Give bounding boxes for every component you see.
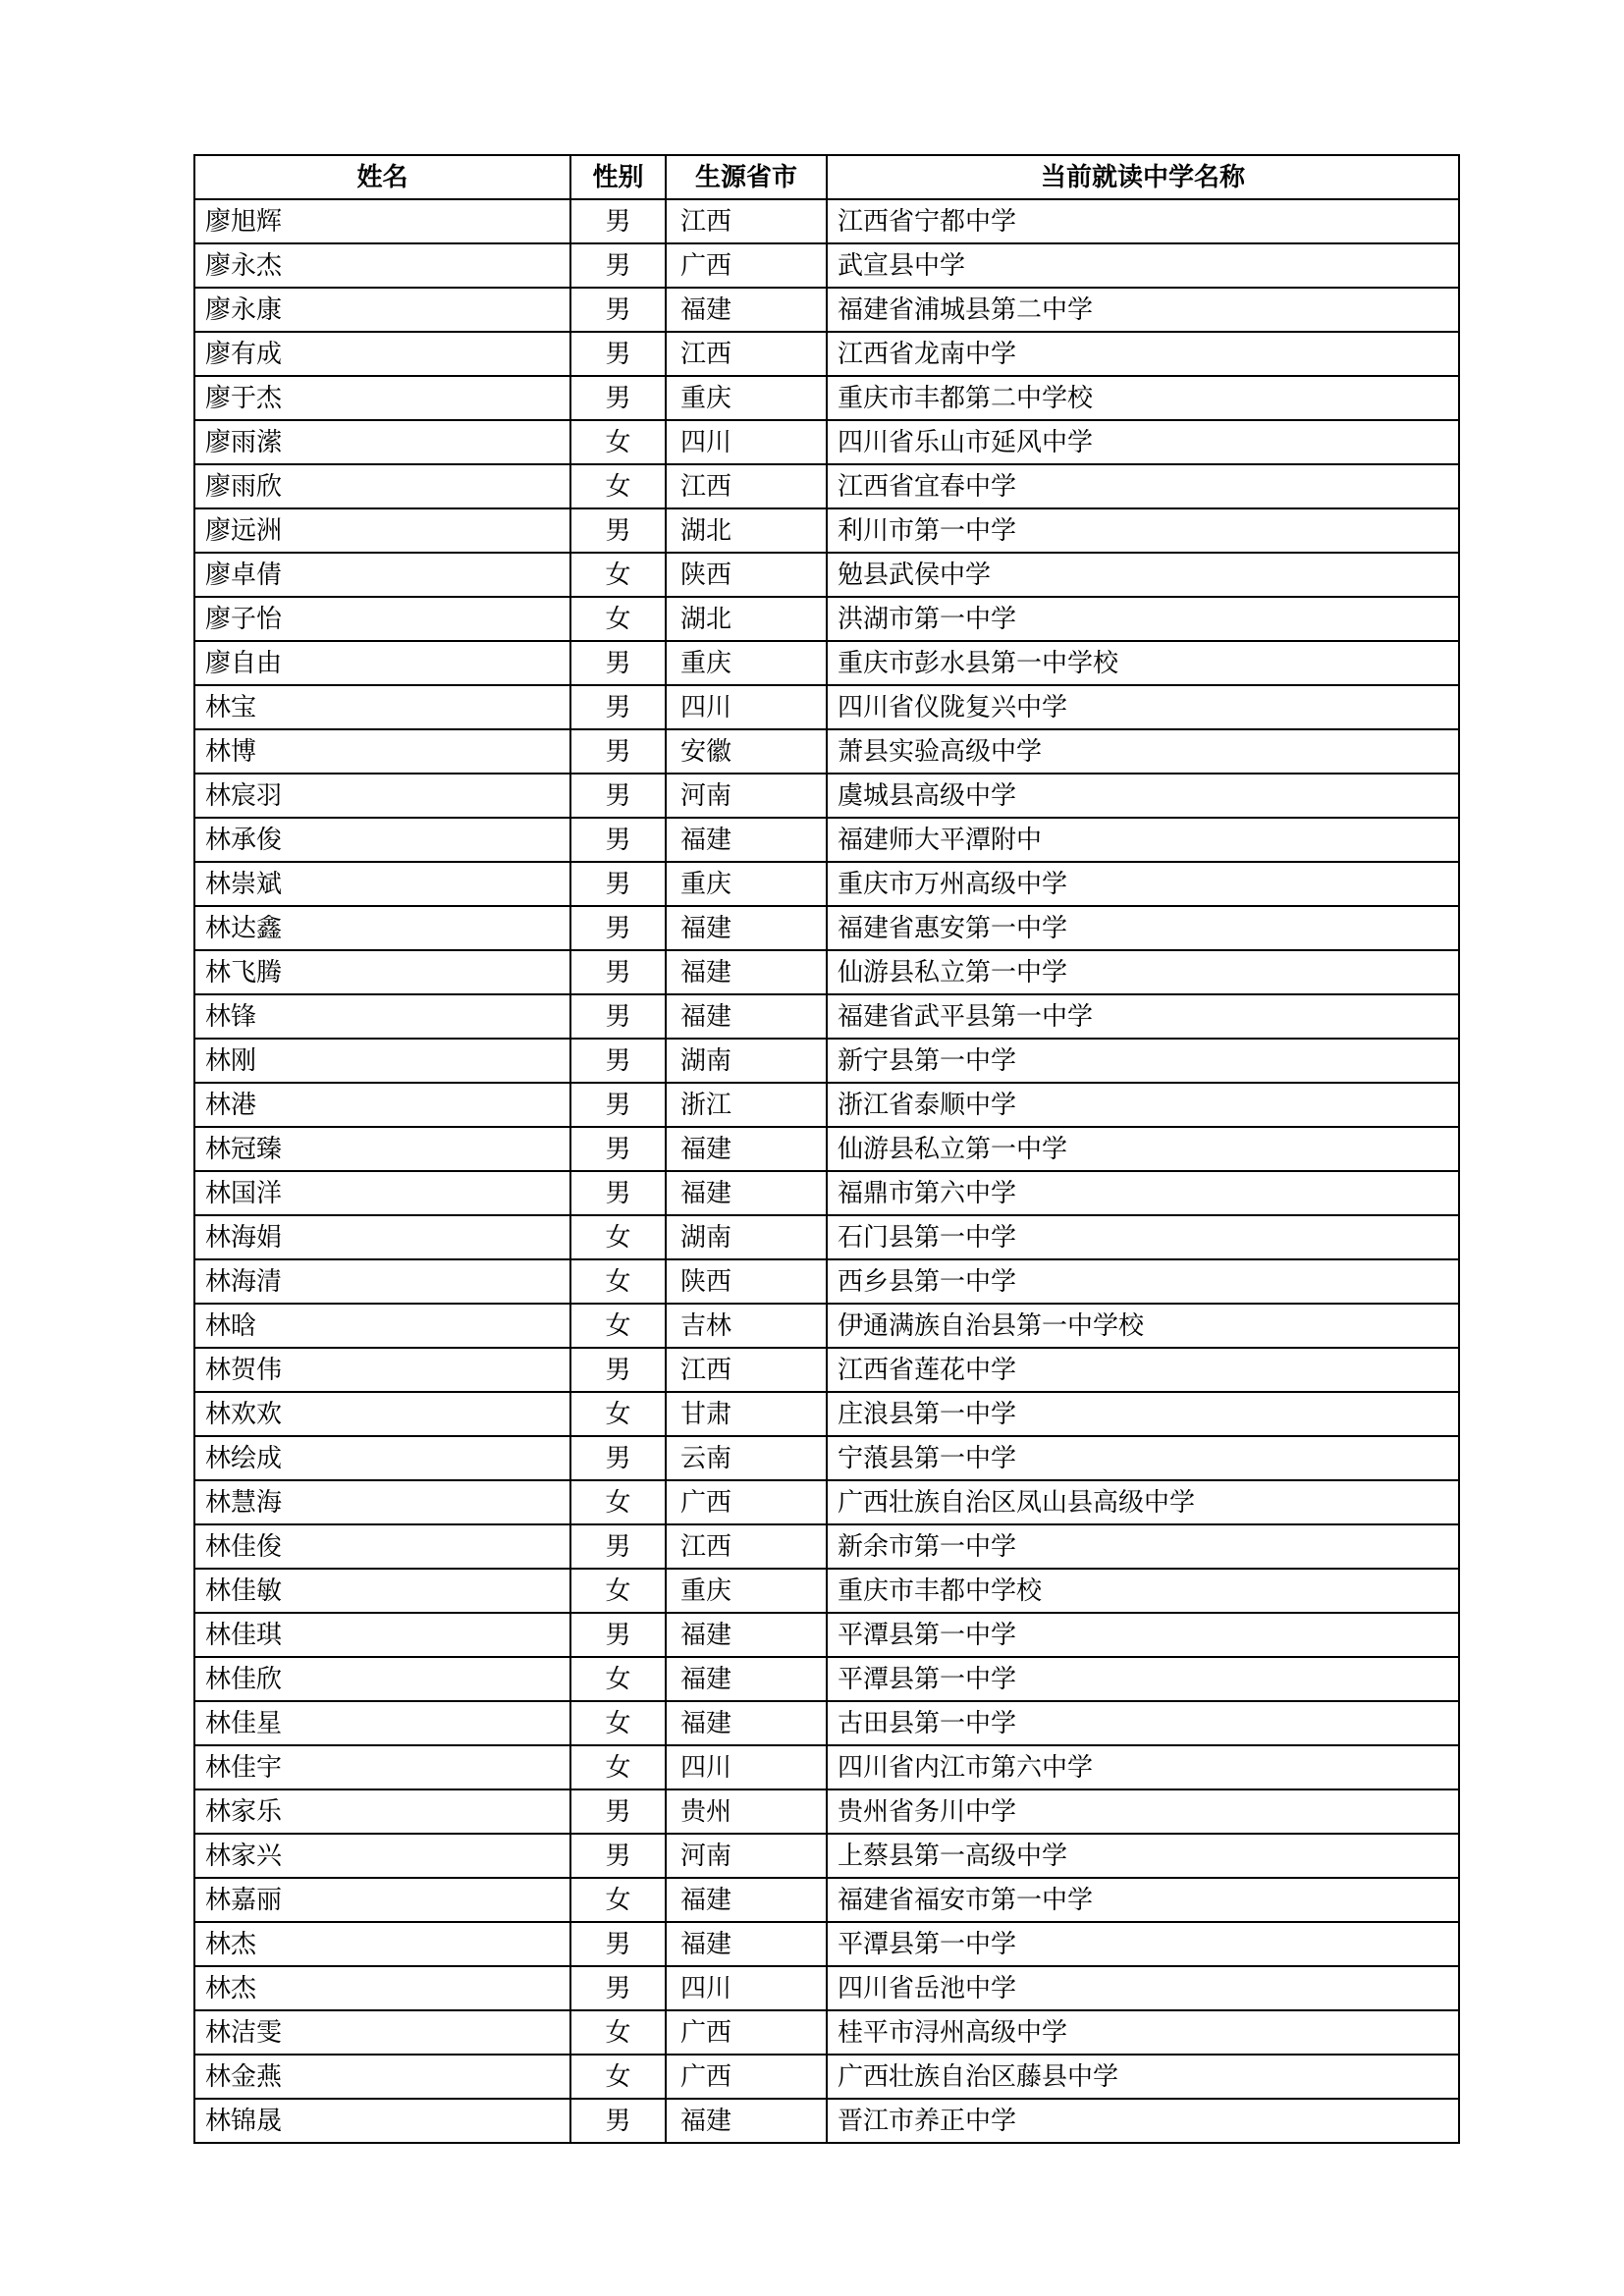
table-row [194,1878,1459,1922]
student-gender: 男 [570,332,666,376]
table-row [194,199,1459,243]
student-name: 林港 [194,1083,570,1127]
student-gender: 女 [570,1701,666,1745]
table-row [194,729,1459,774]
header-name: 姓名 [194,155,570,199]
student-school: 平潭县第一中学 [827,1613,1459,1657]
student-name: 林金燕 [194,2055,570,2099]
student-gender: 男 [570,1524,666,1569]
student-gender: 男 [570,1171,666,1215]
student-gender: 女 [570,1745,666,1789]
student-gender: 女 [570,1259,666,1304]
student-school: 宁蒗县第一中学 [827,1436,1459,1480]
student-name: 林佳星 [194,1701,570,1745]
student-name: 林洁雯 [194,2010,570,2055]
student-name: 廖有成 [194,332,570,376]
table-row [194,862,1459,906]
student-province: 福建 [666,1613,827,1657]
student-gender: 女 [570,1878,666,1922]
table-row [194,1569,1459,1613]
table-row [194,1436,1459,1480]
student-province: 福建 [666,1127,827,1171]
student-gender: 女 [570,597,666,641]
student-gender: 男 [570,243,666,288]
student-province: 河南 [666,774,827,818]
student-school: 仙游县私立第一中学 [827,1127,1459,1171]
header-gender: 性别 [570,155,666,199]
table-row [194,1304,1459,1348]
student-gender: 男 [570,729,666,774]
student-province: 福建 [666,906,827,950]
table-row [194,288,1459,332]
student-province: 湖南 [666,1039,827,1083]
student-school: 石门县第一中学 [827,1215,1459,1259]
table-row [194,774,1459,818]
student-school: 重庆市万州高级中学 [827,862,1459,906]
table-row [194,597,1459,641]
student-province: 四川 [666,1745,827,1789]
student-province: 陕西 [666,1259,827,1304]
student-name: 林达鑫 [194,906,570,950]
student-name: 林崇斌 [194,862,570,906]
student-province: 云南 [666,1436,827,1480]
table-row [194,818,1459,862]
student-name: 林佳俊 [194,1524,570,1569]
student-school: 浙江省泰顺中学 [827,1083,1459,1127]
student-gender: 女 [570,2055,666,2099]
student-name: 林宝 [194,685,570,729]
student-gender: 男 [570,199,666,243]
student-school: 古田县第一中学 [827,1701,1459,1745]
student-school: 广西壮族自治区凤山县高级中学 [827,1480,1459,1524]
student-school: 勉县武侯中学 [827,553,1459,597]
student-school: 桂平市浔州高级中学 [827,2010,1459,2055]
header-school: 当前就读中学名称 [827,155,1459,199]
student-province: 重庆 [666,862,827,906]
student-school: 庄浪县第一中学 [827,1392,1459,1436]
student-school: 福建师大平潭附中 [827,818,1459,862]
student-province: 广西 [666,1480,827,1524]
student-school: 四川省仪陇复兴中学 [827,685,1459,729]
student-gender: 女 [570,553,666,597]
student-school: 重庆市丰都中学校 [827,1569,1459,1613]
table-row [194,2055,1459,2099]
student-name: 林家兴 [194,1834,570,1878]
student-province: 江西 [666,1348,827,1392]
student-name: 林绘成 [194,1436,570,1480]
student-table [193,154,1460,2144]
student-name: 廖自由 [194,641,570,685]
student-name: 林佳欣 [194,1657,570,1701]
student-school: 萧县实验高级中学 [827,729,1459,774]
student-province: 湖南 [666,1215,827,1259]
student-name: 林杰 [194,1966,570,2010]
table-row [194,1922,1459,1966]
student-province: 重庆 [666,1569,827,1613]
student-school: 晋江市养正中学 [827,2099,1459,2143]
student-province: 甘肃 [666,1392,827,1436]
student-province: 福建 [666,288,827,332]
student-name: 廖卓倩 [194,553,570,597]
student-province: 河南 [666,1834,827,1878]
table-row [194,420,1459,464]
student-name: 林刚 [194,1039,570,1083]
table-row [194,685,1459,729]
student-gender: 男 [570,1834,666,1878]
student-name: 林海清 [194,1259,570,1304]
table-row [194,1039,1459,1083]
table-row [194,1966,1459,2010]
student-school: 江西省莲花中学 [827,1348,1459,1392]
student-name: 林锋 [194,994,570,1039]
table-body [194,199,1459,2143]
student-gender: 女 [570,1480,666,1524]
student-province: 贵州 [666,1789,827,1834]
table-row [194,1348,1459,1392]
student-province: 福建 [666,2099,827,2143]
student-name: 林晗 [194,1304,570,1348]
student-province: 广西 [666,243,827,288]
student-gender: 女 [570,1569,666,1613]
student-school: 重庆市丰都第二中学校 [827,376,1459,420]
student-gender: 男 [570,1613,666,1657]
student-school: 利川市第一中学 [827,508,1459,553]
student-name: 廖于杰 [194,376,570,420]
table-row [194,243,1459,288]
student-province: 浙江 [666,1083,827,1127]
student-gender: 男 [570,1922,666,1966]
table-row [194,1524,1459,1569]
student-gender: 男 [570,1127,666,1171]
student-province: 安徽 [666,729,827,774]
student-name: 林贺伟 [194,1348,570,1392]
student-school: 重庆市彭水县第一中学校 [827,641,1459,685]
student-school: 江西省龙南中学 [827,332,1459,376]
table-row [194,376,1459,420]
student-gender: 男 [570,818,666,862]
student-name: 廖旭辉 [194,199,570,243]
student-name: 林杰 [194,1922,570,1966]
student-school: 新宁县第一中学 [827,1039,1459,1083]
student-gender: 男 [570,641,666,685]
student-school: 福建省惠安第一中学 [827,906,1459,950]
table-row [194,553,1459,597]
student-name: 林家乐 [194,1789,570,1834]
student-name: 林冠臻 [194,1127,570,1171]
student-name: 林佳琪 [194,1613,570,1657]
student-gender: 女 [570,1392,666,1436]
student-province: 福建 [666,818,827,862]
table-row [194,1127,1459,1171]
student-gender: 男 [570,2099,666,2143]
student-name: 林飞腾 [194,950,570,994]
student-school: 江西省宜春中学 [827,464,1459,508]
student-school: 福鼎市第六中学 [827,1171,1459,1215]
student-name: 林宸羽 [194,774,570,818]
student-gender: 男 [570,288,666,332]
table-row [194,1789,1459,1834]
table-row [194,950,1459,994]
student-province: 福建 [666,1922,827,1966]
student-province: 福建 [666,950,827,994]
student-gender: 女 [570,1304,666,1348]
student-school: 四川省内江市第六中学 [827,1745,1459,1789]
student-school: 江西省宁都中学 [827,199,1459,243]
student-school: 新余市第一中学 [827,1524,1459,1569]
student-gender: 女 [570,464,666,508]
student-school: 贵州省务川中学 [827,1789,1459,1834]
table-row [194,464,1459,508]
table-row [194,1392,1459,1436]
student-name: 林海娟 [194,1215,570,1259]
student-gender: 女 [570,420,666,464]
student-gender: 男 [570,862,666,906]
student-province: 江西 [666,199,827,243]
student-province: 四川 [666,1966,827,2010]
table-row [194,332,1459,376]
student-province: 江西 [666,1524,827,1569]
student-gender: 男 [570,685,666,729]
header-province: 生源省市 [666,155,827,199]
student-name: 廖子怡 [194,597,570,641]
table-row [194,2099,1459,2143]
student-gender: 女 [570,1657,666,1701]
student-gender: 男 [570,994,666,1039]
student-province: 福建 [666,1171,827,1215]
student-province: 广西 [666,2055,827,2099]
table-row [194,508,1459,553]
student-school: 仙游县私立第一中学 [827,950,1459,994]
student-gender: 男 [570,1966,666,2010]
student-gender: 女 [570,2010,666,2055]
student-gender: 男 [570,906,666,950]
student-name: 林慧海 [194,1480,570,1524]
student-gender: 男 [570,376,666,420]
student-name: 廖雨潆 [194,420,570,464]
student-province: 湖北 [666,508,827,553]
table-row [194,1701,1459,1745]
table-row [194,2010,1459,2055]
student-province: 广西 [666,2010,827,2055]
student-province: 陕西 [666,553,827,597]
student-province: 重庆 [666,376,827,420]
table-header-row [194,155,1459,199]
student-name: 廖雨欣 [194,464,570,508]
student-province: 福建 [666,1657,827,1701]
student-province: 四川 [666,685,827,729]
student-province: 福建 [666,1701,827,1745]
student-school: 四川省岳池中学 [827,1966,1459,2010]
student-gender: 女 [570,1215,666,1259]
student-school: 福建省武平县第一中学 [827,994,1459,1039]
student-province: 四川 [666,420,827,464]
student-name: 廖远洲 [194,508,570,553]
student-province: 吉林 [666,1304,827,1348]
student-school: 洪湖市第一中学 [827,597,1459,641]
student-gender: 男 [570,1083,666,1127]
student-gender: 男 [570,508,666,553]
student-school: 西乡县第一中学 [827,1259,1459,1304]
student-province: 福建 [666,1878,827,1922]
student-school: 上蔡县第一高级中学 [827,1834,1459,1878]
table-row [194,641,1459,685]
student-school: 平潭县第一中学 [827,1922,1459,1966]
table-row [194,906,1459,950]
table-row [194,1259,1459,1304]
student-school: 福建省浦城县第二中学 [827,288,1459,332]
student-name: 林佳宇 [194,1745,570,1789]
table-row [194,1215,1459,1259]
table-row [194,1480,1459,1524]
student-school: 广西壮族自治区藤县中学 [827,2055,1459,2099]
student-name: 林承俊 [194,818,570,862]
student-school: 武宣县中学 [827,243,1459,288]
table-row [194,1083,1459,1127]
student-name: 廖永康 [194,288,570,332]
table-row [194,1834,1459,1878]
student-gender: 男 [570,1789,666,1834]
student-name: 林锦晟 [194,2099,570,2143]
student-name: 林佳敏 [194,1569,570,1613]
table-row [194,1171,1459,1215]
table-row [194,1613,1459,1657]
student-province: 江西 [666,332,827,376]
student-gender: 男 [570,774,666,818]
student-school: 伊通满族自治县第一中学校 [827,1304,1459,1348]
student-gender: 男 [570,950,666,994]
student-gender: 男 [570,1436,666,1480]
student-name: 廖永杰 [194,243,570,288]
student-province: 湖北 [666,597,827,641]
student-name: 林国洋 [194,1171,570,1215]
student-name: 林欢欢 [194,1392,570,1436]
student-name: 林博 [194,729,570,774]
student-school: 平潭县第一中学 [827,1657,1459,1701]
student-name: 林嘉丽 [194,1878,570,1922]
student-school: 虞城县高级中学 [827,774,1459,818]
table-row [194,1745,1459,1789]
student-province: 重庆 [666,641,827,685]
student-gender: 男 [570,1348,666,1392]
table-row [194,994,1459,1039]
student-province: 福建 [666,994,827,1039]
student-list-sheet [193,154,1458,2144]
table-row [194,1657,1459,1701]
student-school: 四川省乐山市延风中学 [827,420,1459,464]
student-gender: 男 [570,1039,666,1083]
student-province: 江西 [666,464,827,508]
student-school: 福建省福安市第一中学 [827,1878,1459,1922]
